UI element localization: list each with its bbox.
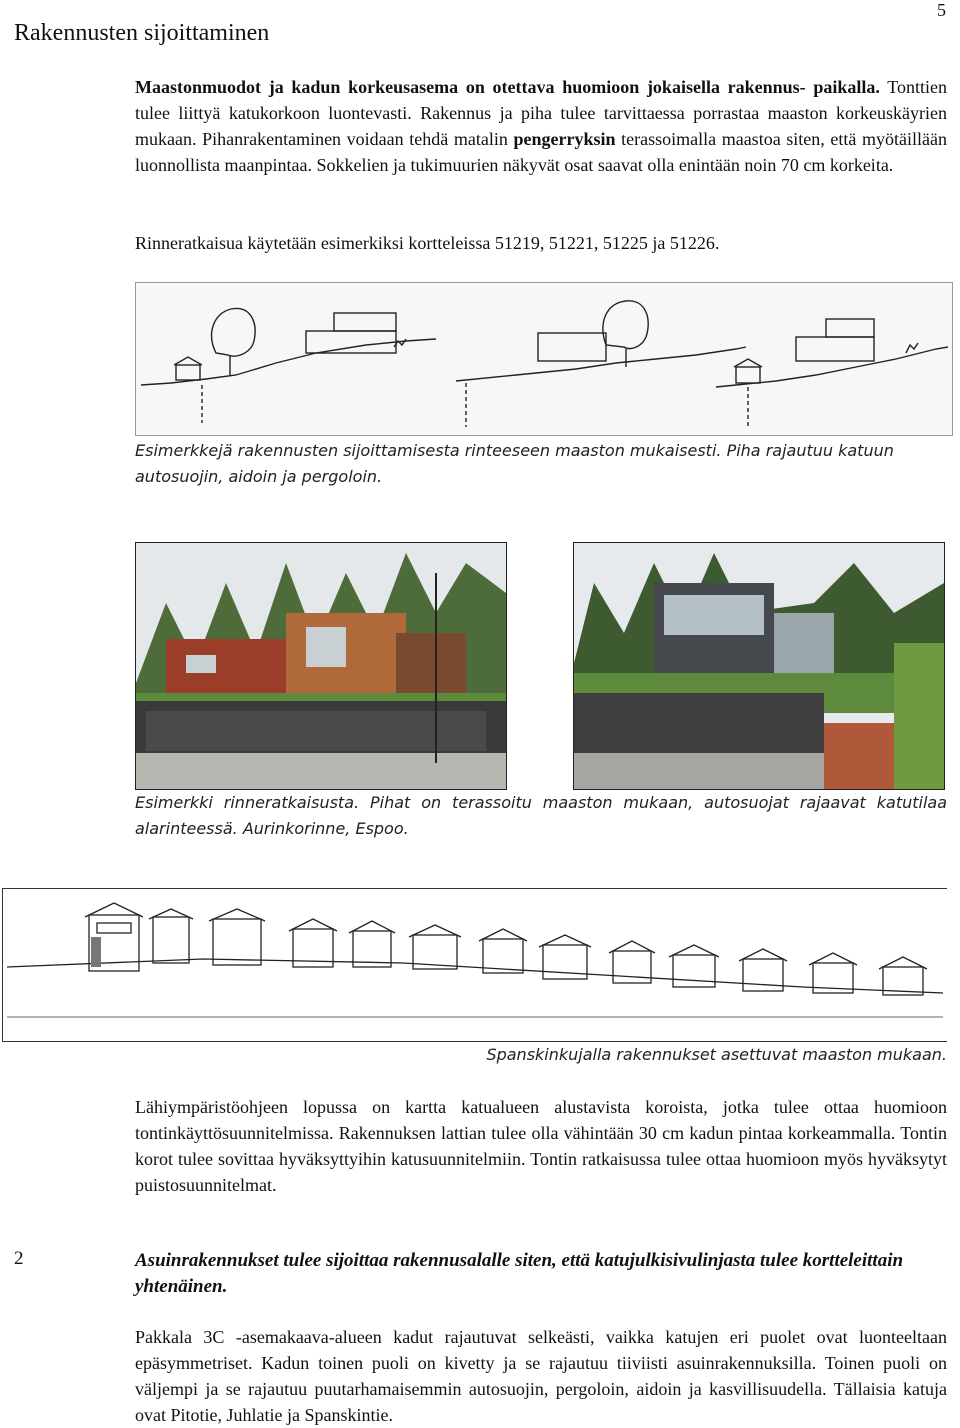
intro-text2: terassoimalla maastoa siten, että myötäillään luonnollista maanpintaa. Sokkelien ja tukimuurien näkyvät osat saavat olla enintään noin 70 cm korkeita.	[135, 129, 947, 175]
caption-street: Spanskinkujalla rakennukset asettuvat maaston mukaan.	[486, 1045, 947, 1064]
intro-bold-line1: Maastonmuodot ja kadun korkeusasema on otettava huomioon jokaisella rakennus-	[135, 77, 806, 97]
caption-photos: Esimerkki rinneratkaisusta. Pihat on terassoitu maaston mukaan, autosuojat rajaavat katutilaa alarinteessä. Aurinkorinne, Espoo.	[135, 793, 947, 838]
lahiymparisto-paragraph: Lähiympäristöohjeen lopussa on kartta katualueen alustavista koroista, jotka tulee ottaa huomioon tontinkäyttösuunnitelmissa. Rakennuksen lattian tulee olla vähintään 30 cm kadun pintaa korkeammalla. Tontin korot tulee sovittaa hyväksyttyihin katusuunnitelmiin. Tontin ratkaisussa tulee ottaa huomioon myös hyväksytyt puistosuunnitelmat.	[135, 1097, 947, 1195]
rinne-paragraph: Rinneratkaisua käytetään esimerkiksi kortteleissa 51219, 51221, 51225 ja 51226.	[135, 233, 720, 253]
photo-aurinkorinne-right	[573, 542, 945, 790]
photo-aurinkorinne-left	[135, 542, 507, 790]
page-number: 5	[937, 0, 946, 20]
page-header-title: Rakennusten sijoittaminen	[14, 20, 270, 46]
section-number: 2	[14, 1248, 24, 1269]
intro-paragraph	[135, 74, 947, 178]
slope-section-sketches	[135, 282, 953, 436]
street-elevation-sketch	[2, 888, 947, 1042]
intro-text1: Tonttien tulee liittyä katukorkoon luontevasti. Rakennus ja piha tulee tarvittaessa porrastaa maaston korkeuskäyrien mukaan. Pihanrakentaminen voidaan tehdä matalin	[135, 77, 948, 149]
caption-sketches: Esimerkkejä rakennusten sijoittamisesta rinteeseen maaston mukaisesti. Piha rajautuu katuun autosuojin, aidoin ja pergoloin.	[135, 441, 894, 486]
pakkala-paragraph: Pakkala 3C -asemakaava-alueen kadut rajautuvat selkeästi, vaikka katujen eri puolet ovat luonteeltaan epäsymmetriset. Kadun toinen puoli on kivetty ja se rajautuu tiiviisti asuinrakennuksilla. Toinen puoli on väljempi ja se rajautuu puutarhamaisemmin autosuojin, pergoloin, aidoin ja kasvillisuudella. Tällaisia katuja ovat Pitotie, Juhlatie ja Spanskintie.	[135, 1327, 947, 1425]
intro-bold-line2: paikalla.	[813, 77, 880, 97]
section-heading: Asuinrakennukset tulee sijoittaa rakennusalalle siten, että katujulkisivulinjasta tulee kortteleittain yhtenäinen.	[135, 1250, 904, 1297]
intro-bold-word: pengerryksin	[513, 129, 616, 149]
